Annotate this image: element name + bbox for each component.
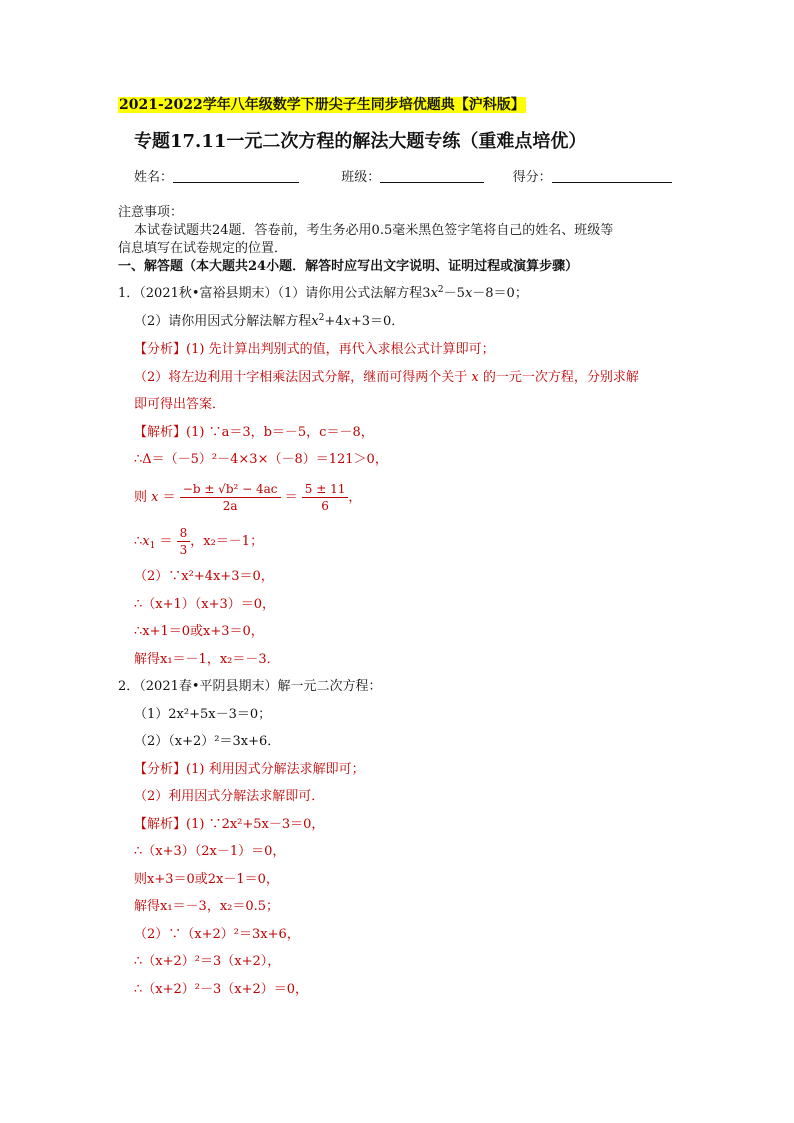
q2-part-1: （1）2x²+5x－3＝0； — [134, 707, 272, 722]
class-blank — [380, 168, 484, 183]
formula-result: $\frac{5 \pm 11}{6}$ — [302, 482, 349, 513]
q1-solution-6: ∴（x+1）（x+3）＝0， — [134, 597, 276, 612]
notes-line-1: 本试卷试题共24题．答卷前，考生务必用0.5毫米黑色签字笔将自己的姓名、班级等 — [134, 223, 614, 238]
root-fraction: $\frac{8}{3}$ — [177, 526, 191, 557]
name-label: 姓名： — [134, 170, 174, 185]
q1-analysis-3: 即可得出答案． — [134, 397, 226, 412]
solution-tag: 【解析】 — [134, 425, 187, 440]
q1-solution-1: 【解析】(1) ∵a＝3，b＝－5，c＝－8， — [134, 425, 374, 440]
q1-solution-3: 则 x ＝ $\frac{\text{−b ± √b² − 4ac}}{2a}$ ＝ $\frac{5 \pm 11}{6}$ ， — [134, 482, 362, 513]
page-title: 专题17.11一元二次方程的解法大题专练（重难点培优） — [134, 131, 587, 152]
q2-solution-2: ∴（x+3）（2x－1）＝0， — [134, 844, 286, 859]
q2-solution-4: 解得x₁＝－3，x₂＝0.5； — [134, 899, 280, 914]
q1-solution-8: 解得x₁＝－1，x₂＝－3． — [134, 652, 280, 667]
quadratic-formula: $\frac{\text{−b ± √b² − 4ac}}{2a}$ — [180, 482, 281, 513]
analysis-tag: 【分析】 — [134, 342, 187, 357]
notes-heading: 注意事项： — [118, 205, 184, 220]
series-title: 2021-2022学年八年级数学下册尖子生同步培优题典【沪科版】 — [119, 97, 525, 113]
notes-line-2: 信息填写在试卷规定的位置． — [118, 241, 288, 256]
q1-solution-2: ∴Δ＝（－5）²－4×3×（－8）＝121＞0， — [134, 452, 388, 467]
q2-analysis-1: 【分析】(1) 利用因式分解法求解即可； — [134, 762, 365, 777]
q1-part-2: （2）请你用因式分解法解方程$x^2+4x+3=0$． — [134, 313, 405, 329]
q2-stem: 2．（2021春•平阴县期末）解一元二次方程： — [118, 679, 382, 694]
q2-analysis-2: （2）利用因式分解法求解即可． — [134, 789, 325, 804]
q1-solution-7: ∴x+1＝0或x+3＝0， — [134, 624, 264, 639]
class-label: 班级： — [341, 170, 381, 185]
q2-solution-6: ∴（x+2）²＝3（x+2）， — [134, 954, 281, 969]
score-label: 得分： — [512, 170, 552, 185]
q2-solution-5: （2）∵（x+2）²＝3x+6， — [134, 927, 300, 942]
info-row — [134, 168, 672, 187]
name-blank — [173, 168, 299, 183]
q2-solution-3: 则x+3＝0或2x－1＝0， — [134, 872, 279, 887]
q2-solution-7: ∴（x+2）²－3（x+2）＝0， — [134, 982, 309, 997]
q1-analysis-2: （2）将左边利用十字相乘法因式分解，继而可得两个关于 x 的一元一次方程，分别求解 — [134, 370, 639, 385]
series-header — [118, 96, 526, 115]
q1-solution-5: （2）∵x²+4x+3＝0， — [134, 569, 274, 584]
q1-analysis-1: 【分析】(1) 先计算出判别式的值，再代入求根公式计算即可； — [134, 342, 495, 357]
solution-tag: 【解析】 — [134, 817, 187, 832]
score-blank — [552, 168, 672, 183]
section-heading: 一、解答题（本大题共24小题．解答时应写出文字说明、证明过程或演算步骤） — [118, 259, 579, 274]
q1-stem: 1．（2021秋•富裕县期末）（1）请你用公式法解方程$3x^2-5x-8=0$； — [118, 285, 528, 301]
analysis-tag: 【分析】 — [134, 762, 187, 777]
q1-solution-4: $\therefore x_1$ ＝ $\frac{8}{3}$ ，x₂＝－1； — [134, 526, 264, 557]
q2-solution-1: 【解析】(1) ∵2x²+5x－3＝0， — [134, 817, 325, 832]
q2-part-2: （2）（x+2）²＝3x+6． — [134, 734, 281, 749]
